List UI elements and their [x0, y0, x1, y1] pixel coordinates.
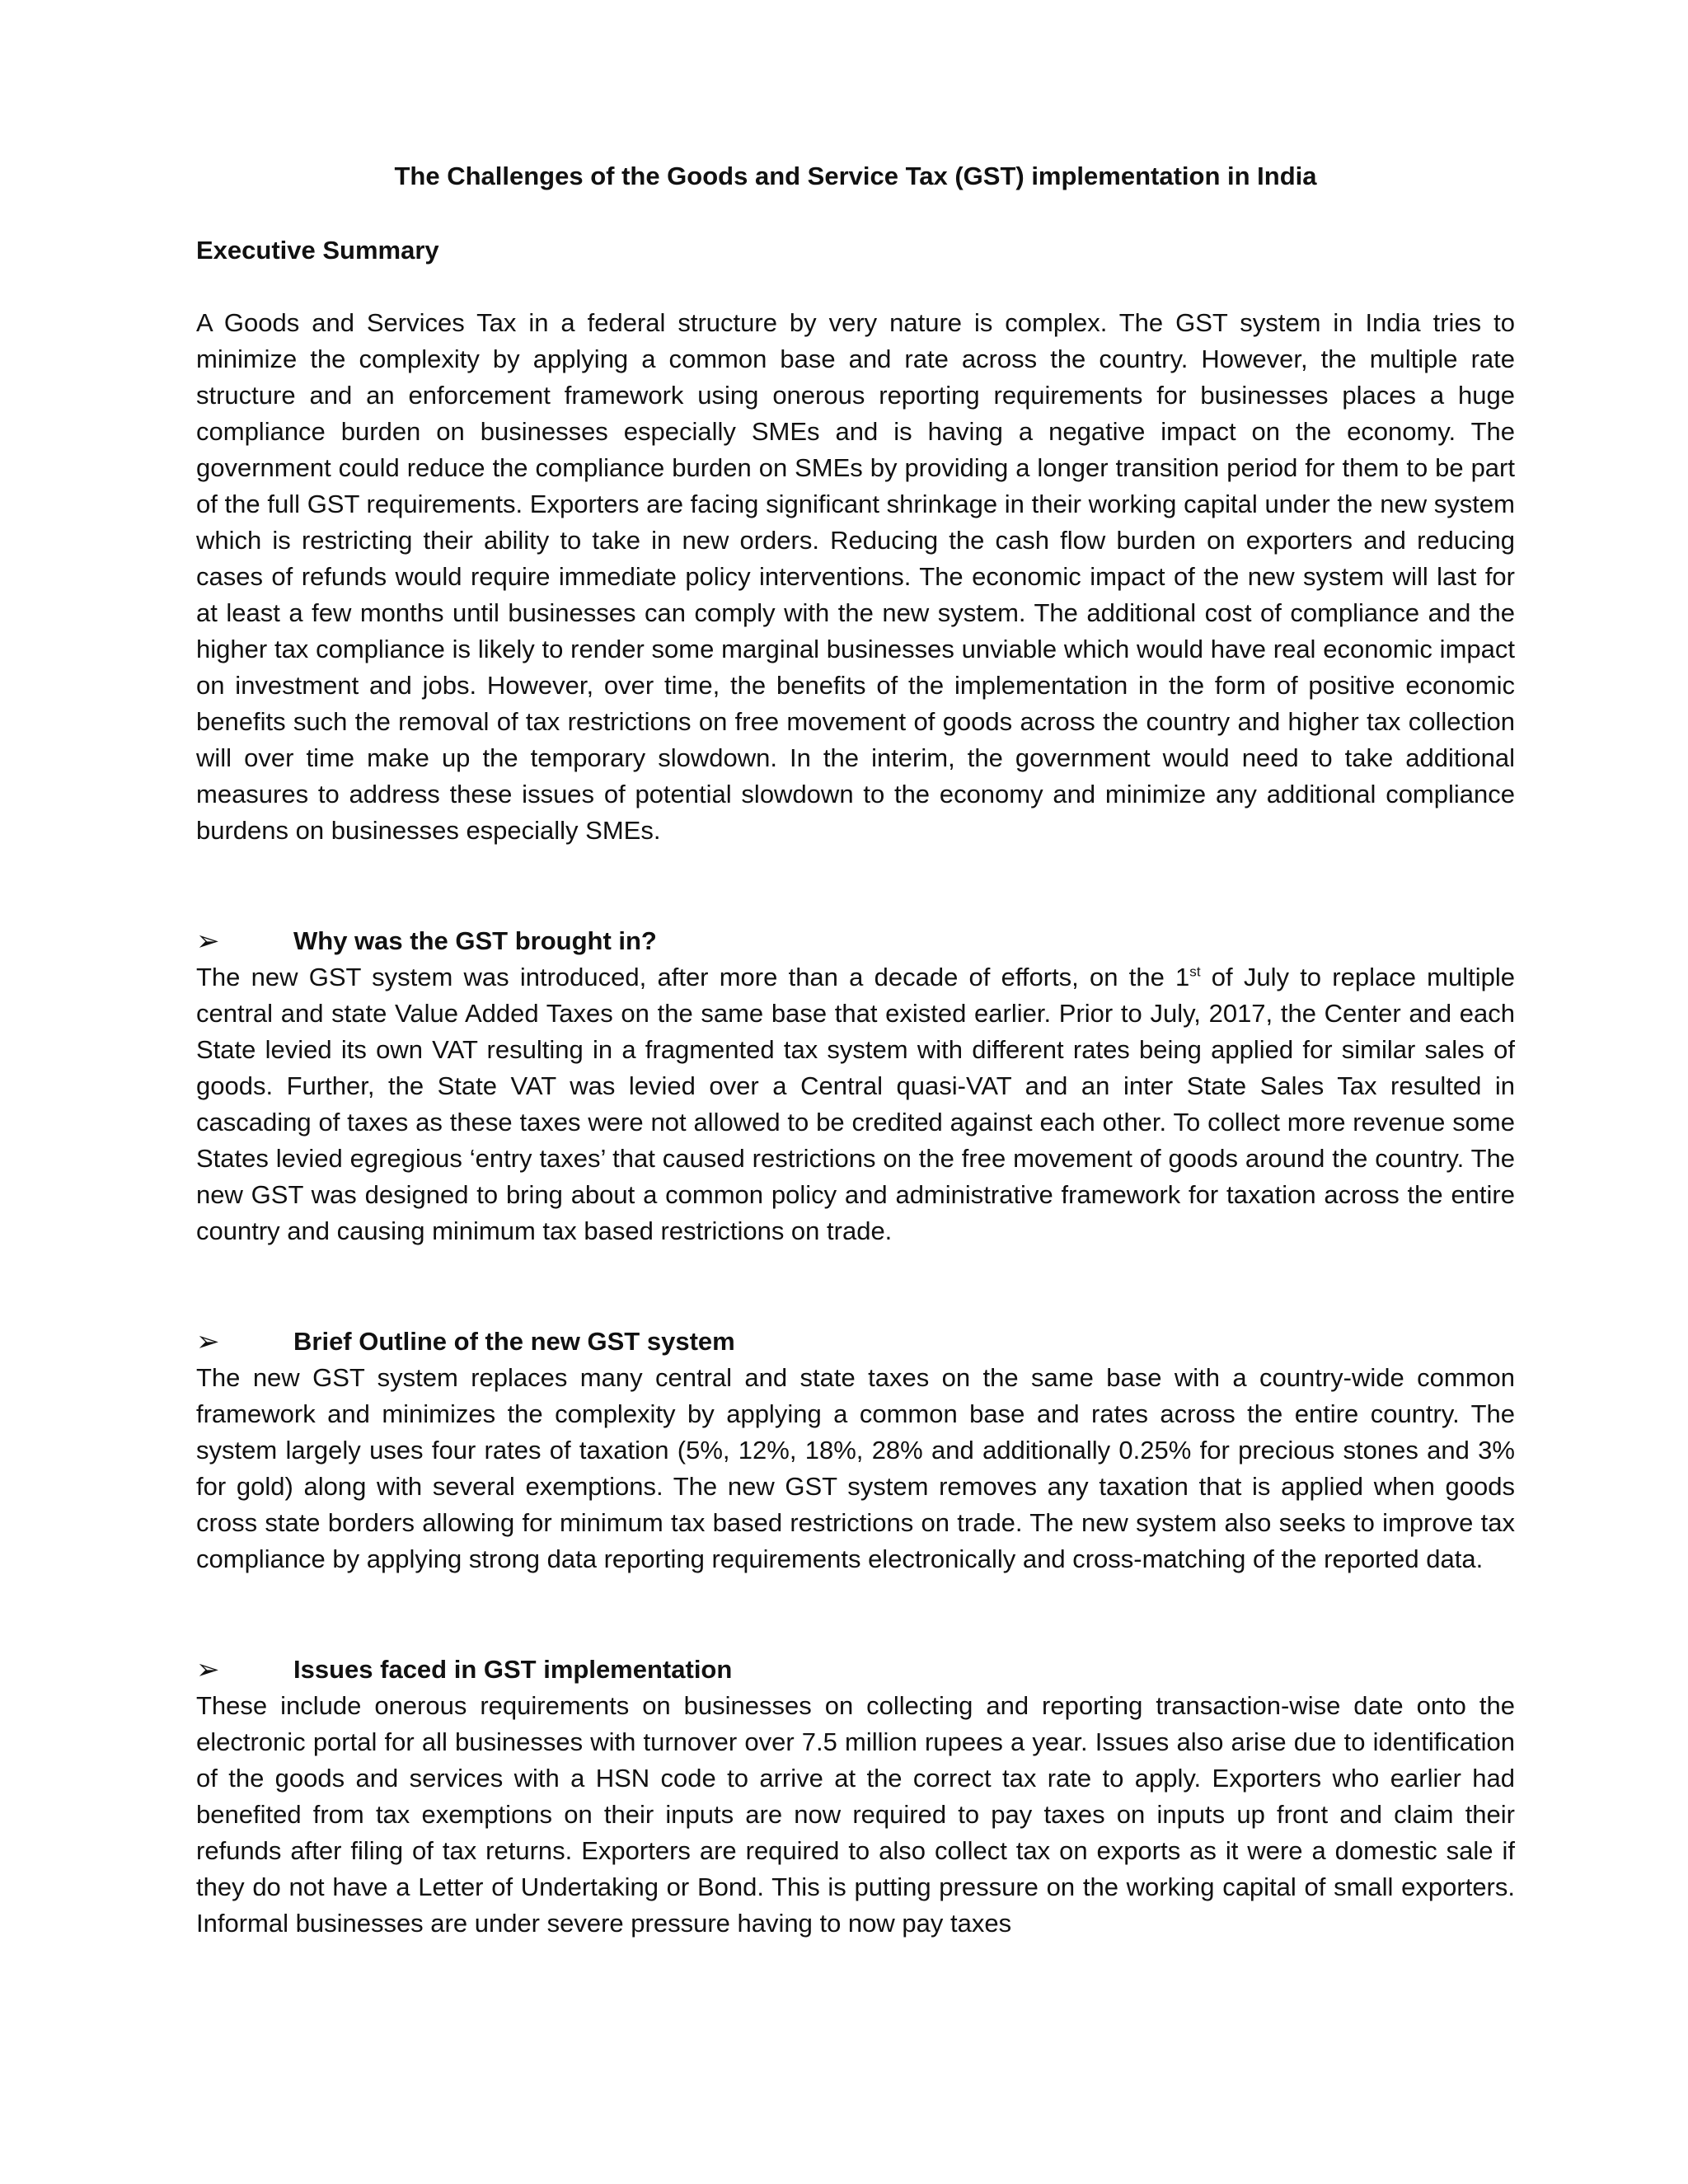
ordinal-suffix: st: [1189, 963, 1201, 980]
section-body-outline: The new GST system replaces many central and state taxes on the same base with a country-wide common framework and minimizes the complexity by applying a common base and rates across the entire country. The system largely uses four rates of taxation (5%, 12%, 18%, 28% and additionally 0.25% for precious stones and 3% for gold) along with several exemptions. The new GST system removes any taxation that is applied when goods cross state borders allowing for minimum tax based restrictions on trade. The new system also seeks to improve tax compliance by applying strong data reporting requirements electronically and cross-matching of the reported data.: [196, 1363, 1515, 1573]
arrowhead-bullet-icon: ➢: [196, 1653, 220, 1686]
section-heading-outline: [196, 1324, 1515, 1360]
section-heading-label: Why was the GST brought in?: [293, 926, 657, 955]
document-title: The Challenges of the Goods and Service Tax (GST) implementation in India: [394, 162, 1317, 190]
section-body-why-gst: [196, 959, 1515, 1249]
section-heading-label: Brief Outline of the new GST system: [293, 1327, 735, 1356]
arrowhead-bullet-icon: ➢: [196, 1325, 220, 1358]
section-heading-label: Issues faced in GST implementation: [293, 1655, 733, 1684]
section-heading-why-gst: [196, 923, 1515, 959]
section-body-issues: These include onerous requirements on businesses on collecting and reporting transaction-wise date onto the electronic portal for all businesses with turnover over 7.5 million rupees a year. Issues also arise due to identification of the goods and services with a HSN code to arrive at the correct tax rate to apply. Exporters who earlier had benefited from tax exemptions on their inputs are now required to pay taxes on inputs up front and claim their refunds after filing of tax returns. Exporters are required to also collect tax on exports as it were a domestic sale if they do not have a Letter of Undertaking or Bond. This is putting pressure on the working capital of small exporters. Informal businesses are under severe pressure having to now pay taxes: [196, 1691, 1515, 1938]
section-heading-issues: [196, 1652, 1515, 1688]
section-body-text: The new GST system was introduced, after more than a decade of efforts, on the 1: [196, 963, 1190, 991]
executive-summary-heading: Executive Summary: [196, 236, 439, 265]
executive-summary-body: A Goods and Services Tax in a federal structure by very nature is complex. The GST system in India tries to minimize the complexity by applying a common base and rate across the country. However, the multiple rate structure and an enforcement framework using onerous reporting requirements for businesses places a huge compliance burden on businesses especially SMEs and is having a negative impact on the economy. The government could reduce the compliance burden on SMEs by providing a longer transition period for them to be part of the full GST requirements. Exporters are facing significant shrinkage in their working capital under the new system which is restricting their ability to take in new orders. Reducing the cash flow burden on exporters and reducing cases of refunds would require immediate policy interventions. The economic impact of the new system will last for at least a few months until businesses can comply with the new system. The additional cost of compliance and the higher tax compliance is likely to render some marginal businesses unviable which would have real economic impact on investment and jobs. However, over time, the benefits of the implementation in the form of positive economic benefits such the removal of tax restrictions on free movement of goods across the country and higher tax collection will over time make up the temporary slowdown. In the interim, the government would need to take additional measures to address these issues of potential slowdown to the economy and minimize any additional compliance burdens on businesses especially SMEs.: [196, 308, 1515, 845]
section-body-text-continued: of July to replace multiple central and state Value Added Taxes on the same base that existed earlier. Prior to July, 2017, the Center and each State levied its own VAT resulting in a fragmented tax system with different rates being applied for similar sales of goods. Further, the State VAT was levied over a Central quasi-VAT and an inter State Sales Tax resulted in cascading of taxes as these taxes were not allowed to be credited against each other. To collect more revenue some States levied egregious ‘entry taxes’ that caused restrictions on the free movement of goods around the country. The new GST was designed to bring about a common policy and administrative framework for taxation across the entire country and causing minimum tax based restrictions on trade.: [196, 963, 1515, 1245]
arrowhead-bullet-icon: ➢: [196, 925, 220, 958]
